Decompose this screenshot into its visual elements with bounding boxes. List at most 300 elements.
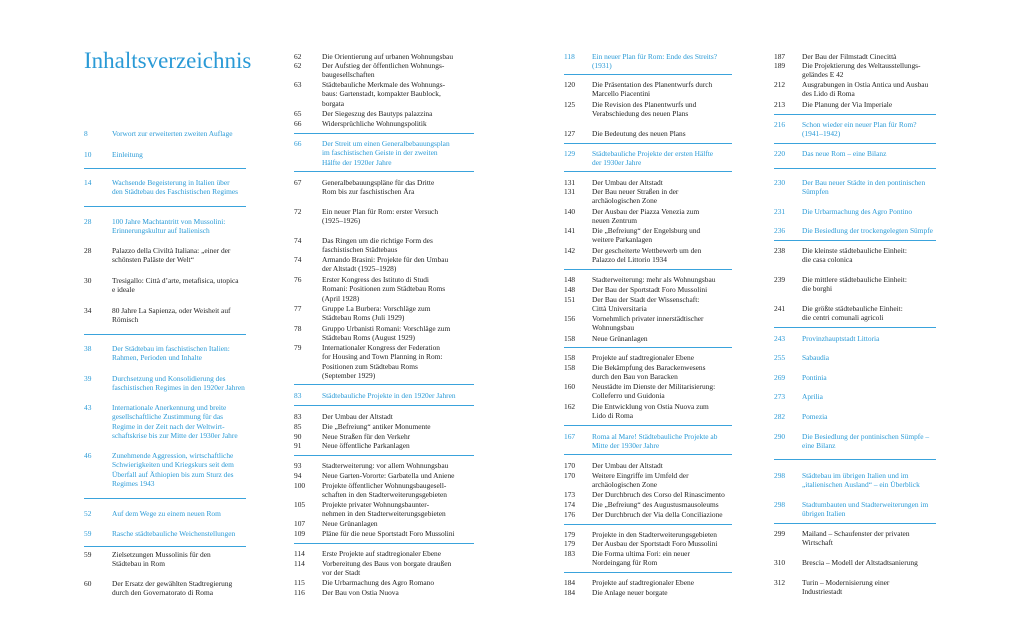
toc-entry-title xyxy=(802,578,936,597)
toc-page-number: 28 xyxy=(84,217,92,226)
toc-section-heading[interactable] xyxy=(774,178,936,197)
toc-entry-title xyxy=(802,120,936,139)
toc-page-number: 43 xyxy=(84,403,92,412)
toc-section-heading[interactable] xyxy=(774,226,936,235)
toc-entry-title xyxy=(592,461,732,470)
toc-section-heading[interactable] xyxy=(84,217,246,236)
toc-entry-line: Die Besiedlung der trockengelegten Sümpfe xyxy=(802,226,933,235)
toc-entry[interactable] xyxy=(774,52,936,61)
section-divider xyxy=(564,425,732,426)
toc-entry[interactable] xyxy=(294,559,474,578)
toc-entry-title xyxy=(592,187,732,206)
toc-entry-title xyxy=(322,109,474,118)
toc-entry-title xyxy=(802,471,936,490)
toc-page-number: 212 xyxy=(774,80,786,89)
toc-entry[interactable] xyxy=(564,295,732,314)
toc-section-heading[interactable] xyxy=(84,374,246,393)
toc-section-heading[interactable] xyxy=(294,391,474,400)
toc-entry-title xyxy=(322,559,474,578)
toc-entry-line: den Städtebau des Faschistischen Regimes xyxy=(112,187,239,197)
section-divider xyxy=(294,171,474,172)
toc-entry-line: Die mittlere städtebauliche Einheit: xyxy=(802,275,907,284)
toc-entry[interactable] xyxy=(294,441,474,450)
toc-entry-line: „italienischen Ausland“ – ein Überblick xyxy=(802,480,920,490)
toc-page-number: 62 xyxy=(294,61,302,70)
toc-entry[interactable] xyxy=(564,549,732,568)
toc-entry-title xyxy=(802,207,936,216)
toc-page-number: 273 xyxy=(774,392,786,401)
toc-page-number: 131 xyxy=(564,178,576,187)
toc-entry-line: borgata xyxy=(322,98,345,108)
toc-page-number: 107 xyxy=(294,519,306,528)
toc-entry-title xyxy=(322,275,474,303)
toc-entry[interactable] xyxy=(564,226,732,245)
toc-page-number: 62 xyxy=(294,52,302,61)
toc-page-number: 125 xyxy=(564,100,576,109)
toc-entry-line: Sabaudia xyxy=(802,353,830,362)
toc-entry[interactable] xyxy=(564,187,732,206)
toc-entry-title xyxy=(802,558,936,567)
toc-entry-line: Erinnerungskultur auf Italienisch xyxy=(112,226,210,236)
section-divider xyxy=(774,459,936,460)
toc-entry-line: Städtebauliche Merkmale des Wohnungs- xyxy=(322,80,446,89)
toc-page-number: 91 xyxy=(294,441,302,450)
toc-section-heading[interactable] xyxy=(774,412,936,421)
toc-entry-line: Wirtschaft xyxy=(802,538,833,548)
toc-entry-line: gesellschaftliche Zustimmung für das xyxy=(112,412,224,422)
toc-page-number: 255 xyxy=(774,353,786,362)
toc-entry-line: Die Orientierung auf urbanen Wohnungsbau xyxy=(322,52,454,61)
toc-section-heading[interactable] xyxy=(84,178,246,197)
toc-entry-line: Regime in der Zeit nach der Weltwirt- xyxy=(112,421,225,431)
toc-entry-line: Der Ausbau der Sportstadt Foro Mussolini xyxy=(592,539,718,548)
toc-entry-line: schönsten Paläste der Welt“ xyxy=(112,255,194,265)
toc-section-heading[interactable] xyxy=(774,392,936,401)
toc-entry-line: Projekte privater Wohnungsbaunter- xyxy=(322,500,430,509)
toc-entry[interactable] xyxy=(564,363,732,382)
toc-entry-title xyxy=(802,52,936,61)
toc-entry[interactable] xyxy=(294,343,474,381)
toc-entry-title xyxy=(592,510,732,519)
toc-page-number: 162 xyxy=(564,402,576,411)
toc-entry-line: schaften in den Stadterweiterungsgebieten xyxy=(322,490,447,500)
toc-page-number: 76 xyxy=(294,275,302,284)
toc-section-heading[interactable] xyxy=(774,373,936,382)
toc-page-number: 8 xyxy=(84,129,88,138)
toc-entry-line: faschistischen Regimes in den 1920er Jahren xyxy=(112,383,245,393)
toc-entry-title xyxy=(322,304,474,323)
toc-entry-title xyxy=(802,149,936,158)
toc-page-number: 176 xyxy=(564,510,576,519)
toc-entry[interactable] xyxy=(294,588,474,597)
toc-entry[interactable] xyxy=(564,490,732,499)
toc-entry[interactable] xyxy=(564,178,732,187)
toc-section-heading[interactable] xyxy=(564,149,732,168)
section-divider xyxy=(294,133,474,134)
toc-entry-line: Aprilia xyxy=(802,392,823,401)
toc-entry-line: die centri comunali agricoli xyxy=(802,313,884,323)
toc-entry-line: vor der Stadt xyxy=(322,568,361,578)
toc-page-number: 74 xyxy=(294,236,302,245)
section-divider xyxy=(564,347,732,348)
toc-section-heading[interactable] xyxy=(774,149,936,158)
toc-entry-title xyxy=(112,451,246,489)
toc-page-number: 100 xyxy=(294,481,306,490)
toc-entry-title xyxy=(802,373,936,382)
toc-entry-title xyxy=(802,500,936,519)
toc-entry[interactable] xyxy=(294,52,474,61)
section-divider xyxy=(564,74,732,75)
toc-entry-line: Stadtumbauten und Stadterweiterungen im xyxy=(802,500,929,509)
toc-entry-title xyxy=(322,139,474,167)
toc-entry[interactable] xyxy=(564,588,732,597)
toc-entry-line: Städtebauliche Projekte der ersten Hälfte xyxy=(592,149,714,158)
toc-entry-line: Der Streit um einen Generalbebauungsplan xyxy=(322,139,450,148)
toc-entry[interactable] xyxy=(564,314,732,333)
toc-section-heading[interactable] xyxy=(774,500,936,519)
toc-entry[interactable] xyxy=(564,100,732,119)
toc-entry-line: Ein neuer Plan für Rom: erster Versuch xyxy=(322,207,439,216)
toc-section-heading[interactable] xyxy=(84,451,246,489)
toc-entry-title xyxy=(592,402,732,421)
toc-entry-title xyxy=(802,178,936,197)
toc-entry-line: Der Bau der Stadt der Wissenschaft: xyxy=(592,295,700,304)
toc-section-heading[interactable] xyxy=(564,52,732,71)
toc-entry-line: Städtebau Roms (August 1929) xyxy=(322,333,415,343)
toc-page-number: 66 xyxy=(294,139,302,148)
toc-entry-line: Erster Kongress des Istituto di Studi xyxy=(322,275,429,284)
toc-entry-title xyxy=(802,80,936,99)
toc-entry[interactable] xyxy=(564,510,732,519)
toc-entry-title xyxy=(112,246,246,265)
toc-entry[interactable] xyxy=(294,519,474,528)
toc-entry-title xyxy=(322,178,474,197)
toc-entry-title xyxy=(112,129,246,138)
toc-entry[interactable] xyxy=(294,80,474,108)
toc-entry[interactable] xyxy=(294,461,474,470)
section-divider xyxy=(84,206,246,207)
toc-section-heading[interactable] xyxy=(84,529,246,538)
toc-page-number: 72 xyxy=(294,207,302,216)
toc-entry[interactable] xyxy=(84,579,246,598)
toc-entry[interactable] xyxy=(564,382,732,401)
toc-entry[interactable] xyxy=(774,275,936,294)
toc-entry[interactable] xyxy=(774,578,936,597)
toc-entry-line: durch den Governatorato di Roma xyxy=(112,588,213,598)
section-divider xyxy=(564,143,732,144)
toc-entry-line: Generalbebauungspläne für das Dritte xyxy=(322,178,435,187)
toc-entry[interactable] xyxy=(564,402,732,421)
toc-entry-line: Die Entwicklung von Ostia Nuova zum xyxy=(592,402,709,411)
toc-entry-line: Projekte auf stadtregionaler Ebene xyxy=(592,353,694,362)
toc-entry-title xyxy=(592,246,732,265)
toc-entry-line: Städtebau im übrigen Italien und im xyxy=(802,471,909,480)
toc-page-number: 174 xyxy=(564,500,576,509)
toc-entry-title xyxy=(592,207,732,226)
toc-entry-title xyxy=(322,52,474,61)
toc-entry-line: Der Bau der Sportstadt Foro Mussolini xyxy=(592,285,708,294)
toc-page-number: 239 xyxy=(774,275,786,284)
toc-section-heading[interactable] xyxy=(774,353,936,362)
toc-entry[interactable] xyxy=(84,550,246,569)
toc-section-heading[interactable] xyxy=(774,207,936,216)
toc-entry[interactable] xyxy=(294,109,474,118)
toc-entry[interactable] xyxy=(294,529,474,538)
toc-page-number: 290 xyxy=(774,432,786,441)
toc-entry-title xyxy=(592,363,732,382)
toc-entry-line: Wachsende Begeisterung in Italien über xyxy=(112,178,230,187)
toc-entry-title xyxy=(322,461,474,470)
toc-entry[interactable] xyxy=(774,246,936,265)
toc-entry[interactable] xyxy=(294,481,474,500)
toc-entry-line: Die Bekämpfung des Barackenwesens xyxy=(592,363,706,372)
toc-entry-title xyxy=(592,588,732,597)
toc-section-heading[interactable] xyxy=(84,129,246,138)
toc-page-number: 170 xyxy=(564,461,576,470)
toc-page-number: 93 xyxy=(294,461,302,470)
toc-page-number: 120 xyxy=(564,80,576,89)
toc-entry-line: Das neue Rom – eine Bilanz xyxy=(802,149,887,158)
toc-entry-line: Rom bis zur faschistischen Ära xyxy=(322,187,415,197)
toc-entry[interactable] xyxy=(564,578,732,587)
toc-entry[interactable] xyxy=(294,178,474,197)
toc-page-number: 131 xyxy=(564,187,576,196)
toc-entry[interactable] xyxy=(564,539,732,548)
toc-page-number: 170 xyxy=(564,471,576,480)
toc-entry-line: Verabschiedung des neuen Plans xyxy=(592,109,689,119)
toc-entry-title xyxy=(112,529,246,538)
toc-page-number: 238 xyxy=(774,246,786,255)
toc-entry-line: Der gescheiterte Wettbewerb um den xyxy=(592,246,702,255)
toc-entry-title xyxy=(802,392,936,401)
toc-entry-line: neuen Zentrum xyxy=(592,216,637,226)
toc-page-number: 66 xyxy=(294,119,302,128)
toc-entry[interactable] xyxy=(294,304,474,323)
toc-entry-line: Die Urbarmachung des Agro Pontino xyxy=(802,207,913,216)
toc-page-number: 158 xyxy=(564,353,576,362)
section-divider xyxy=(774,143,936,144)
toc-entry-line: eine Bilanz xyxy=(802,441,836,451)
toc-entry-title xyxy=(112,178,246,197)
toc-entry-line: baugesellschaften xyxy=(322,70,375,80)
toc-section-heading[interactable] xyxy=(84,344,246,363)
toc-entry[interactable] xyxy=(294,432,474,441)
toc-entry-line: Ausgrabungen in Ostia Antica und Ausbau xyxy=(802,80,929,89)
toc-entry-title xyxy=(592,178,732,187)
toc-entry-line: Vornehmlich privater innerstädtischer xyxy=(592,314,704,323)
toc-page-number: 220 xyxy=(774,149,786,158)
toc-entry[interactable] xyxy=(294,255,474,274)
toc-entry[interactable] xyxy=(84,246,246,265)
toc-entry-line: Tresigallo: Città d’arte, metafisica, utopica xyxy=(112,276,239,285)
toc-entry-line: Städtebau in Rom xyxy=(112,559,165,569)
toc-entry[interactable] xyxy=(774,558,936,567)
toc-entry[interactable] xyxy=(294,119,474,128)
toc-entry-line: Städtebau Roms (Juli 1929) xyxy=(322,313,405,323)
toc-entry-line: Nordeingang für Rom xyxy=(592,558,658,568)
toc-entry-title xyxy=(592,432,732,451)
toc-entry[interactable] xyxy=(564,353,732,362)
toc-entry-line: (1941–1942) xyxy=(802,129,841,139)
toc-entry[interactable] xyxy=(774,100,936,109)
toc-entry[interactable] xyxy=(564,500,732,509)
toc-entry[interactable] xyxy=(774,80,936,99)
toc-entry-title xyxy=(592,275,732,284)
toc-entry-line: Der Bau der Filmstadt Cinecittà xyxy=(802,52,897,61)
toc-entry-title xyxy=(322,207,474,226)
toc-entry[interactable] xyxy=(564,246,732,265)
toc-entry-line: Durchsetzung und Konsolidierung des xyxy=(112,374,226,383)
toc-section-heading[interactable] xyxy=(84,509,246,518)
toc-entry-line: Die „Befreiung“ des Augustusmausoleums xyxy=(592,500,719,509)
toc-entry-title xyxy=(802,353,936,362)
toc-entry-line: Auf dem Wege zu einem neuen Rom xyxy=(112,509,221,518)
toc-entry-title xyxy=(592,382,732,401)
toc-page-number: 310 xyxy=(774,558,786,567)
toc-entry-title xyxy=(802,275,936,294)
toc-entry-line: Vorbereitung des Baus von borgate draußen xyxy=(322,559,452,568)
toc-page-number: 10 xyxy=(84,150,92,159)
toc-entry[interactable] xyxy=(294,422,474,431)
toc-page-number: 38 xyxy=(84,344,92,353)
section-divider xyxy=(84,546,246,547)
toc-section-heading[interactable] xyxy=(774,334,936,343)
toc-entry-line: Projekte auf stadtregionaler Ebene xyxy=(592,578,694,587)
toc-entry-line: nehmen in den Stadterweiterungsgebieten xyxy=(322,509,446,519)
toc-entry-line: (1931) xyxy=(592,61,612,71)
toc-entry[interactable] xyxy=(564,129,732,138)
toc-entry-line: die casa colonica xyxy=(802,255,853,265)
toc-entry-line: Die Urbarmachung des Agro Romano xyxy=(322,578,435,587)
toc-entry-line: for Housing and Town Planning in Rom: xyxy=(322,352,443,362)
toc-entry-line: der Altstadt (1925–1928) xyxy=(322,264,397,274)
toc-entry-line: archäologischen Zone xyxy=(592,480,658,490)
toc-page-number: 78 xyxy=(294,324,302,333)
toc-entry-line: Projekte öffentlicher Wohnungsbaugesell- xyxy=(322,481,447,490)
toc-page-number: 158 xyxy=(564,334,576,343)
section-divider xyxy=(564,454,732,455)
toc-section-heading[interactable] xyxy=(564,432,732,451)
toc-section-heading[interactable] xyxy=(84,403,246,441)
toc-entry-title xyxy=(322,80,474,108)
toc-entry-title xyxy=(802,61,936,80)
toc-page-number: 39 xyxy=(84,374,92,383)
section-divider xyxy=(774,114,936,115)
toc-entry-title xyxy=(592,295,732,314)
toc-entry-line: Palazzo del Littorio 1934 xyxy=(592,255,667,265)
toc-entry[interactable] xyxy=(84,276,246,295)
toc-entry[interactable] xyxy=(774,61,936,80)
toc-section-heading[interactable] xyxy=(294,139,474,167)
toc-entry-line: Erste Projekte auf stadtregionaler Ebene xyxy=(322,549,442,558)
toc-page-number: 167 xyxy=(564,432,576,441)
toc-entry-line: Wohnungsbau xyxy=(592,323,635,333)
toc-entry[interactable] xyxy=(774,304,936,323)
toc-entry-line: Die Forma ultima Fori: ein neuer xyxy=(592,549,690,558)
toc-page-number: 28 xyxy=(84,246,92,255)
toc-entry[interactable] xyxy=(564,334,732,343)
toc-entry[interactable] xyxy=(564,80,732,99)
toc-page-number: 79 xyxy=(294,343,302,352)
toc-entry-line: (April 1928) xyxy=(322,293,360,303)
toc-page-number: 269 xyxy=(774,373,786,382)
toc-page-number: 148 xyxy=(564,275,576,284)
toc-section-heading[interactable] xyxy=(774,471,936,490)
section-divider xyxy=(774,240,936,241)
toc-entry-title xyxy=(592,129,732,138)
toc-page-number: 63 xyxy=(294,80,302,89)
toc-page-number: 105 xyxy=(294,500,306,509)
toc-entry-title xyxy=(802,432,936,451)
toc-entry-line: Hälfte der 1920er Jahre xyxy=(322,157,392,167)
toc-entry[interactable] xyxy=(294,500,474,519)
toc-entry-line: Einleitung xyxy=(112,150,143,159)
toc-entry-title xyxy=(322,391,474,400)
toc-page-number: 85 xyxy=(294,422,302,431)
toc-entry[interactable] xyxy=(84,306,246,325)
toc-page-number: 243 xyxy=(774,334,786,343)
toc-entry[interactable] xyxy=(294,61,474,80)
toc-entry[interactable] xyxy=(564,207,732,226)
toc-entry-title xyxy=(322,422,474,431)
toc-entry[interactable] xyxy=(294,275,474,303)
toc-entry[interactable] xyxy=(294,207,474,226)
toc-entry-line: Rahmen, Perioden und Inhalte xyxy=(112,353,202,363)
toc-entry-line: faschistischen Städtebaus xyxy=(322,245,398,255)
toc-entry[interactable] xyxy=(294,236,474,255)
toc-entry-line: schaftskrise bis zur Mitte der 1930er Jahre xyxy=(112,431,238,441)
toc-entry[interactable] xyxy=(294,549,474,558)
toc-page-number: 60 xyxy=(84,579,92,588)
toc-entry[interactable] xyxy=(294,412,474,421)
toc-entry-title xyxy=(112,150,246,159)
toc-section-heading[interactable] xyxy=(774,432,936,451)
toc-entry-line: Der Städtebau im faschistischen Italien: xyxy=(112,344,230,353)
toc-entry[interactable] xyxy=(294,578,474,587)
toc-page-number: 114 xyxy=(294,559,305,568)
toc-entry[interactable] xyxy=(564,530,732,539)
toc-entry-title xyxy=(592,539,732,548)
toc-entry-title xyxy=(592,314,732,333)
toc-page-number: 129 xyxy=(564,149,576,158)
toc-entry-title xyxy=(112,217,246,236)
section-divider xyxy=(564,269,732,270)
toc-entry-title xyxy=(592,549,732,568)
toc-entry[interactable] xyxy=(564,461,732,470)
toc-entry[interactable] xyxy=(564,285,732,294)
toc-entry-title xyxy=(322,324,474,343)
toc-entry-line: archäologischen Zone xyxy=(592,196,658,206)
toc-section-heading[interactable] xyxy=(84,150,246,159)
toc-page-number: 140 xyxy=(564,207,576,216)
toc-section-heading[interactable] xyxy=(774,120,936,139)
toc-entry[interactable] xyxy=(564,275,732,284)
toc-page-number: 142 xyxy=(564,246,576,255)
toc-entry-line: Palazzo della Civiltà Italiana: „einer der xyxy=(112,246,231,255)
toc-entry[interactable] xyxy=(294,324,474,343)
toc-entry-title xyxy=(112,306,246,325)
toc-entry-line: Brescia – Modell der Altstadtsanierung xyxy=(802,558,918,567)
toc-entry[interactable] xyxy=(564,471,732,490)
toc-entry-line: Marcello Piacentini xyxy=(592,89,651,99)
toc-entry-line: Römisch xyxy=(112,315,139,325)
toc-entry-title xyxy=(322,519,474,528)
toc-entry-line: geländes E 42 xyxy=(802,70,844,80)
toc-page-number: 65 xyxy=(294,109,302,118)
toc-entry-title xyxy=(802,246,936,265)
toc-entry[interactable] xyxy=(774,529,936,548)
toc-entry[interactable] xyxy=(294,471,474,480)
